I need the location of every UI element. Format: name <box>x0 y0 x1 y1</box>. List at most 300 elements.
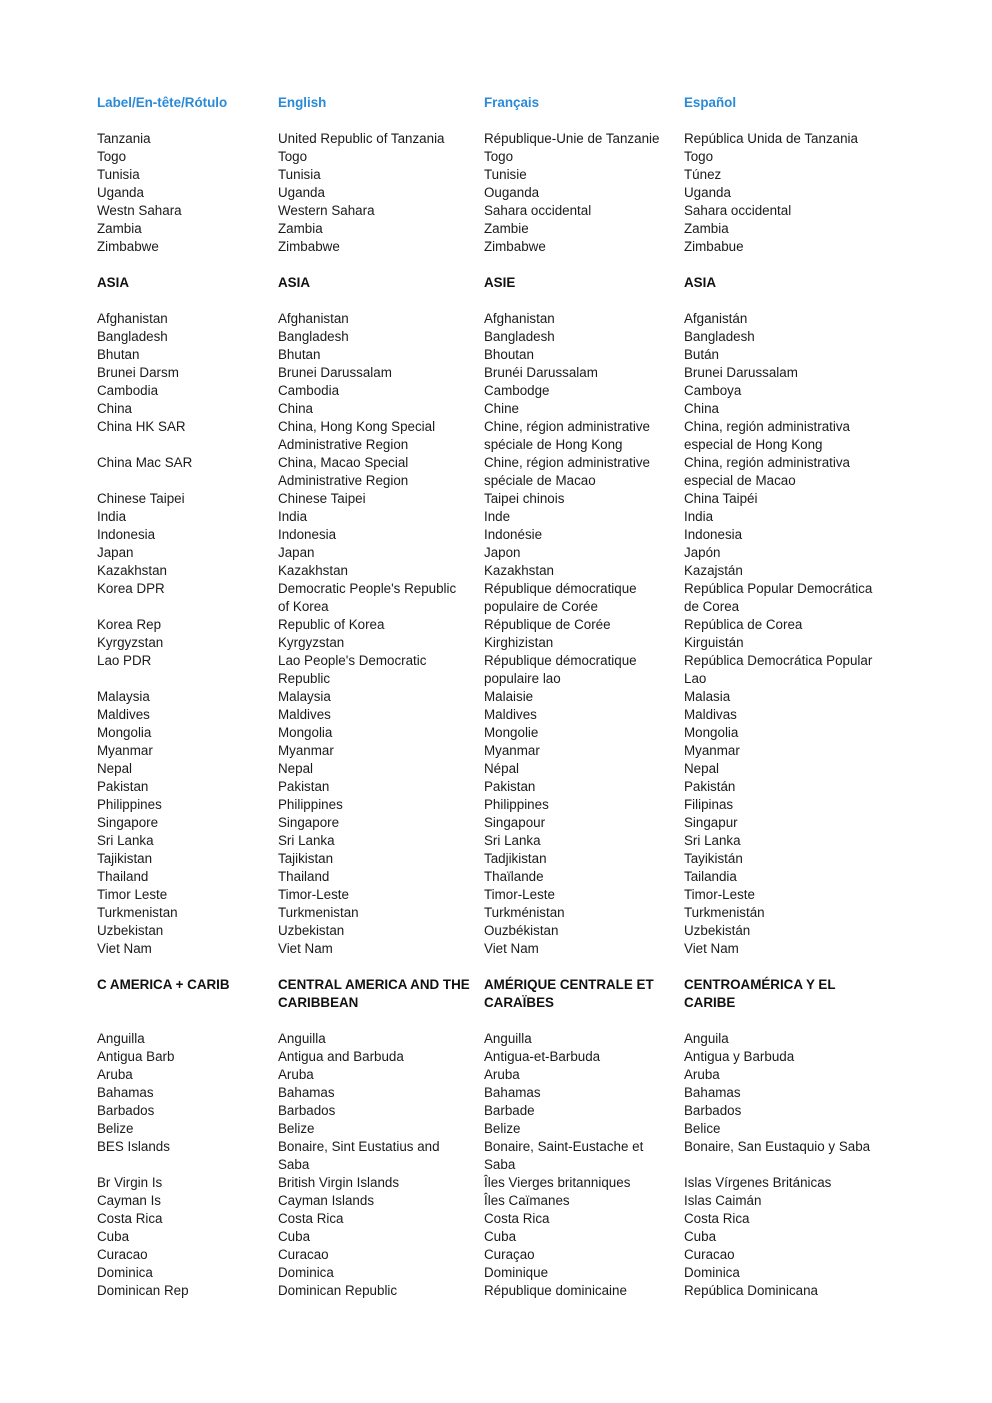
section-heading-english: CARIBBEAN <box>278 995 359 1010</box>
cell-french: populaire de Corée <box>484 599 598 614</box>
table-row <box>97 310 917 328</box>
cell-spanish: República Dominicana <box>684 1283 818 1298</box>
table-row <box>97 166 917 184</box>
cell-spanish: Costa Rica <box>684 1211 750 1226</box>
cell-spanish: Maldivas <box>684 707 737 722</box>
cell-english: Tajikistan <box>278 851 334 866</box>
section-heading-row <box>97 976 917 994</box>
cell-label: Singapore <box>97 815 159 830</box>
cell-french: spéciale de Macao <box>484 473 596 488</box>
table-row <box>97 562 917 580</box>
cell-french: Saba <box>484 1157 516 1172</box>
table-row <box>97 652 917 670</box>
section-heading-french: ASIE <box>484 275 516 290</box>
cell-spanish: Uganda <box>684 185 731 200</box>
cell-label: Barbados <box>97 1103 155 1118</box>
table-row <box>97 1102 917 1120</box>
cell-english: Lao People's Democratic <box>278 653 427 668</box>
table-row <box>97 1210 917 1228</box>
cell-english: Nepal <box>278 761 313 776</box>
cell-english: Tunisia <box>278 167 321 182</box>
cell-french: Turkménistan <box>484 905 565 920</box>
cell-french: Bahamas <box>484 1085 541 1100</box>
cell-label: Westn Sahara <box>97 203 182 218</box>
table-body <box>97 130 917 1300</box>
cell-spanish: Kirguistán <box>684 635 744 650</box>
cell-label: Mongolia <box>97 725 152 740</box>
table-row <box>97 436 917 454</box>
cell-spanish: Barbados <box>684 1103 742 1118</box>
cell-label: Viet Nam <box>97 941 152 956</box>
column-header-english: English <box>278 95 327 110</box>
table-row <box>97 688 917 706</box>
cell-english: Afghanistan <box>278 311 349 326</box>
table-row <box>97 1030 917 1048</box>
cell-french: République de Corée <box>484 617 611 632</box>
cell-label: Cuba <box>97 1229 130 1244</box>
cell-label: Uganda <box>97 185 144 200</box>
cell-spanish: China Taipéi <box>684 491 758 506</box>
cell-label: Uzbekistan <box>97 923 164 938</box>
cell-french: Brunéi Darussalam <box>484 365 598 380</box>
section-heading-french: CARAÏBES <box>484 995 554 1010</box>
cell-french: Aruba <box>484 1067 520 1082</box>
cell-english: Bonaire, Sint Eustatius and <box>278 1139 440 1154</box>
cell-french: Cuba <box>484 1229 517 1244</box>
cell-french: Pakistan <box>484 779 536 794</box>
cell-label: Sri Lanka <box>97 833 154 848</box>
cell-label: Br Virgin Is <box>97 1175 163 1190</box>
cell-english: Belize <box>278 1121 315 1136</box>
section-heading-label <box>97 994 278 1012</box>
cell-label: Nepal <box>97 761 132 776</box>
cell-english: Bhutan <box>278 347 321 362</box>
cell-french: Tadjikistan <box>484 851 547 866</box>
table-row <box>97 184 917 202</box>
cell-english: Republic of Korea <box>278 617 385 632</box>
cell-label: BES Islands <box>97 1139 170 1154</box>
cell-french: Îles Caïmanes <box>484 1193 570 1208</box>
cell-label: Maldives <box>97 707 150 722</box>
cell-spanish: Bután <box>684 347 719 362</box>
table-row <box>97 1246 917 1264</box>
cell-spanish: Japón <box>684 545 721 560</box>
cell-french: Népal <box>484 761 519 776</box>
cell-label: Antigua Barb <box>97 1049 175 1064</box>
column-header-label: Label/En-tête/Rótulo <box>97 95 228 110</box>
column-header-row <box>97 94 917 112</box>
cell-spanish: Camboya <box>684 383 742 398</box>
cell-label <box>97 670 278 688</box>
cell-spanish: Zimbabue <box>684 239 744 254</box>
cell-french: Thaïlande <box>484 869 544 884</box>
table-row <box>97 922 917 940</box>
cell-french: Bonaire, Saint-Eustache et <box>484 1139 644 1154</box>
cell-label: Belize <box>97 1121 134 1136</box>
cell-english: Dominican Republic <box>278 1283 398 1298</box>
table-row <box>97 1282 917 1300</box>
table-row <box>97 760 917 778</box>
table-row <box>97 670 917 688</box>
table-row <box>97 742 917 760</box>
cell-label: Cayman Is <box>97 1193 161 1208</box>
table-row <box>97 1138 917 1156</box>
cell-french: Tunisie <box>484 167 527 182</box>
cell-french: Maldives <box>484 707 537 722</box>
cell-english: Brunei Darussalam <box>278 365 392 380</box>
table-row <box>97 868 917 886</box>
cell-spanish: Afganistán <box>684 311 748 326</box>
cell-spanish: especial de Macao <box>684 473 796 488</box>
cell-label: Anguilla <box>97 1031 145 1046</box>
cell-label: China HK SAR <box>97 419 186 434</box>
spacer <box>97 958 917 976</box>
table-row <box>97 886 917 904</box>
cell-label: Costa Rica <box>97 1211 163 1226</box>
spacer <box>97 256 917 274</box>
cell-label: Myanmar <box>97 743 153 758</box>
spacer <box>97 112 917 130</box>
cell-english: of Korea <box>278 599 329 614</box>
cell-french: Singapour <box>484 815 546 830</box>
table-row <box>97 778 917 796</box>
table-row <box>97 346 917 364</box>
cell-spanish: Malasia <box>684 689 731 704</box>
table-row <box>97 238 917 256</box>
cell-english: Uzbekistan <box>278 923 345 938</box>
cell-french: Philippines <box>484 797 549 812</box>
table-row <box>97 382 917 400</box>
section-heading-row <box>97 274 917 292</box>
cell-french: Anguilla <box>484 1031 532 1046</box>
cell-english: Myanmar <box>278 743 334 758</box>
table-row <box>97 814 917 832</box>
cell-french: Chine, région administrative <box>484 419 650 434</box>
table-row <box>97 724 917 742</box>
cell-french: Afghanistan <box>484 311 555 326</box>
cell-label: Chinese Taipei <box>97 491 185 506</box>
cell-english: Anguilla <box>278 1031 326 1046</box>
cell-english: Cuba <box>278 1229 311 1244</box>
table-row <box>97 1120 917 1138</box>
cell-label: Tanzania <box>97 131 151 146</box>
cell-label: Zimbabwe <box>97 239 159 254</box>
cell-label: China Mac SAR <box>97 455 193 470</box>
section-heading-english: ASIA <box>278 275 310 290</box>
table-row <box>97 1192 917 1210</box>
table-row <box>97 544 917 562</box>
cell-spanish: República Popular Democrática <box>684 581 873 596</box>
cell-english: Cambodia <box>278 383 340 398</box>
cell-spanish: Islas Vírgenes Británicas <box>684 1175 832 1190</box>
cell-english: China, Macao Special <box>278 455 409 470</box>
cell-french: Chine, région administrative <box>484 455 650 470</box>
cell-french: République-Unie de Tanzanie <box>484 131 660 146</box>
cell-spanish: República Democrática Popular <box>684 653 873 668</box>
cell-english: Singapore <box>278 815 340 830</box>
cell-french: Îles Vierges britanniques <box>484 1175 631 1190</box>
cell-label: Pakistan <box>97 779 149 794</box>
table-row <box>97 1174 917 1192</box>
table-row <box>97 130 917 148</box>
cell-label: Korea DPR <box>97 581 165 596</box>
section-heading-label: ASIA <box>97 275 129 290</box>
cell-english: Thailand <box>278 869 330 884</box>
cell-spanish: China <box>684 401 719 416</box>
cell-english: Kyrgyzstan <box>278 635 345 650</box>
cell-spanish: Viet Nam <box>684 941 739 956</box>
cell-spanish: Bangladesh <box>684 329 755 344</box>
cell-english: China, Hong Kong Special <box>278 419 436 434</box>
cell-spanish: Túnez <box>684 167 722 182</box>
table-row <box>97 1156 917 1174</box>
cell-spanish: Mongolia <box>684 725 739 740</box>
cell-english: Zambia <box>278 221 323 236</box>
cell-english: China <box>278 401 313 416</box>
cell-label: Bhutan <box>97 347 140 362</box>
cell-english: Indonesia <box>278 527 337 542</box>
cell-label: Brunei Darsm <box>97 365 179 380</box>
cell-label: Thailand <box>97 869 149 884</box>
spacer <box>97 1012 917 1030</box>
cell-english: Curacao <box>278 1247 329 1262</box>
cell-spanish: Singapur <box>684 815 738 830</box>
cell-spanish: Lao <box>684 671 707 686</box>
cell-spanish: China, región administrativa <box>684 419 850 434</box>
table-row <box>97 616 917 634</box>
cell-french: Kirghizistan <box>484 635 554 650</box>
cell-english: Japan <box>278 545 315 560</box>
cell-french: Togo <box>484 149 514 164</box>
cell-french: Antigua-et-Barbuda <box>484 1049 601 1064</box>
cell-english: Malaysia <box>278 689 331 704</box>
cell-label: Tajikistan <box>97 851 153 866</box>
cell-spanish: Tayikistán <box>684 851 743 866</box>
cell-spanish: Turkmenistán <box>684 905 765 920</box>
cell-english: Pakistan <box>278 779 330 794</box>
cell-spanish: Belice <box>684 1121 721 1136</box>
cell-spanish: Dominica <box>684 1265 740 1280</box>
cell-label: Tunisia <box>97 167 140 182</box>
cell-english: Chinese Taipei <box>278 491 366 506</box>
cell-spanish: Nepal <box>684 761 719 776</box>
cell-label: Bahamas <box>97 1085 154 1100</box>
section-heading-spanish: CENTROAMÉRICA Y EL <box>684 977 836 992</box>
cell-english: Uganda <box>278 185 325 200</box>
cell-french: Myanmar <box>484 743 540 758</box>
cell-english: Administrative Region <box>278 473 409 488</box>
table-row <box>97 1066 917 1084</box>
cell-label: Aruba <box>97 1067 133 1082</box>
table-row <box>97 148 917 166</box>
table-row <box>97 202 917 220</box>
table-row <box>97 1228 917 1246</box>
cell-label: Malaysia <box>97 689 150 704</box>
cell-label: Dominican Rep <box>97 1283 189 1298</box>
table-row <box>97 220 917 238</box>
cell-english: Philippines <box>278 797 343 812</box>
cell-french: Viet Nam <box>484 941 539 956</box>
cell-english: Maldives <box>278 707 331 722</box>
cell-label: Dominica <box>97 1265 153 1280</box>
cell-english: Cayman Islands <box>278 1193 375 1208</box>
cell-english: Aruba <box>278 1067 314 1082</box>
cell-label <box>97 598 278 616</box>
spacer <box>97 292 917 310</box>
cell-french: Belize <box>484 1121 521 1136</box>
cell-english: Costa Rica <box>278 1211 344 1226</box>
cell-label: Kyrgyzstan <box>97 635 164 650</box>
cell-label <box>97 472 278 490</box>
cell-label: Timor Leste <box>97 887 168 902</box>
cell-spanish: Antigua y Barbuda <box>684 1049 795 1064</box>
cell-french: Dominique <box>484 1265 549 1280</box>
cell-spanish: Togo <box>684 149 714 164</box>
cell-french: Indonésie <box>484 527 543 542</box>
cell-french: Zimbabwe <box>484 239 546 254</box>
section-heading-spanish: ASIA <box>684 275 716 290</box>
cell-english: Turkmenistan <box>278 905 359 920</box>
table-row <box>97 1048 917 1066</box>
cell-english: Republic <box>278 671 331 686</box>
cell-spanish: especial de Hong Kong <box>684 437 823 452</box>
cell-spanish: Tailandia <box>684 869 737 884</box>
cell-english: Dominica <box>278 1265 334 1280</box>
table-row <box>97 598 917 616</box>
cell-french: Timor-Leste <box>484 887 555 902</box>
table-row <box>97 832 917 850</box>
table-row <box>97 706 917 724</box>
cell-label: Cambodia <box>97 383 159 398</box>
cell-spanish: Sahara occidental <box>684 203 792 218</box>
cell-label <box>97 436 278 454</box>
cell-french: Malaisie <box>484 689 534 704</box>
cell-spanish: Anguila <box>684 1031 729 1046</box>
cell-french: Bangladesh <box>484 329 555 344</box>
cell-french: Japon <box>484 545 521 560</box>
section-heading-french: AMÉRIQUE CENTRALE ET <box>484 977 654 992</box>
cell-french: République démocratique <box>484 653 637 668</box>
cell-french: Barbade <box>484 1103 535 1118</box>
cell-english: Antigua and Barbuda <box>278 1049 404 1064</box>
table-row <box>97 508 917 526</box>
cell-english: Sri Lanka <box>278 833 335 848</box>
cell-french: Cambodge <box>484 383 550 398</box>
cell-english: Western Sahara <box>278 203 375 218</box>
cell-spanish: Bonaire, San Eustaquio y Saba <box>684 1139 871 1154</box>
cell-french: Sri Lanka <box>484 833 541 848</box>
table-row <box>97 328 917 346</box>
cell-french: Chine <box>484 401 519 416</box>
cell-label: Korea Rep <box>97 617 162 632</box>
table-row <box>97 400 917 418</box>
table-row <box>97 526 917 544</box>
table-row <box>97 1264 917 1282</box>
cell-spanish: de Corea <box>684 599 740 614</box>
cell-label: Turkmenistan <box>97 905 178 920</box>
section-heading-row <box>97 994 917 1012</box>
section-heading-label: C AMERICA + CARIB <box>97 977 230 992</box>
cell-spanish <box>684 1156 917 1174</box>
cell-english: Mongolia <box>278 725 333 740</box>
cell-english: Timor-Leste <box>278 887 349 902</box>
table-row <box>97 580 917 598</box>
cell-english: Democratic People's Republic <box>278 581 457 596</box>
cell-spanish: India <box>684 509 714 524</box>
section-heading-english: CENTRAL AMERICA AND THE <box>278 977 470 992</box>
cell-spanish: Kazajstán <box>684 563 743 578</box>
cell-spanish: Indonesia <box>684 527 743 542</box>
table-row <box>97 904 917 922</box>
cell-french: République dominicaine <box>484 1283 627 1298</box>
cell-label <box>97 1156 278 1174</box>
table-row <box>97 418 917 436</box>
cell-spanish: República Unida de Tanzania <box>684 131 858 146</box>
cell-label: India <box>97 509 127 524</box>
table-row <box>97 364 917 382</box>
cell-spanish: Aruba <box>684 1067 720 1082</box>
cell-french: Bhoutan <box>484 347 534 362</box>
cell-english: British Virgin Islands <box>278 1175 400 1190</box>
cell-spanish: Islas Caimán <box>684 1193 762 1208</box>
cell-label: Afghanistan <box>97 311 168 326</box>
cell-spanish: Curacao <box>684 1247 735 1262</box>
cell-label: Togo <box>97 149 127 164</box>
cell-label: China <box>97 401 132 416</box>
cell-french: Mongolie <box>484 725 539 740</box>
cell-french: Zambie <box>484 221 529 236</box>
cell-label: Lao PDR <box>97 653 152 668</box>
cell-spanish: Myanmar <box>684 743 740 758</box>
cell-english: Kazakhstan <box>278 563 348 578</box>
cell-french: Costa Rica <box>484 1211 550 1226</box>
cell-english: Saba <box>278 1157 310 1172</box>
table-row <box>97 940 917 958</box>
cell-english: Zimbabwe <box>278 239 340 254</box>
cell-french: Kazakhstan <box>484 563 554 578</box>
cell-english: United Republic of Tanzania <box>278 131 445 146</box>
cell-spanish: Timor-Leste <box>684 887 755 902</box>
column-header-french: Français <box>484 95 540 110</box>
cell-english: India <box>278 509 308 524</box>
column-header-spanish: Español <box>684 95 737 110</box>
table-row <box>97 634 917 652</box>
cell-english: Administrative Region <box>278 437 409 452</box>
cell-french: spéciale de Hong Kong <box>484 437 623 452</box>
cell-french: Ouganda <box>484 185 540 200</box>
country-name-table <box>97 94 917 1300</box>
cell-french: Inde <box>484 509 511 524</box>
cell-label: Kazakhstan <box>97 563 167 578</box>
cell-spanish: Zambia <box>684 221 729 236</box>
table-row <box>97 796 917 814</box>
cell-label: Japan <box>97 545 134 560</box>
cell-spanish: Pakistán <box>684 779 736 794</box>
cell-french: Sahara occidental <box>484 203 592 218</box>
cell-english: Bahamas <box>278 1085 335 1100</box>
cell-spanish: China, región administrativa <box>684 455 850 470</box>
cell-spanish: Bahamas <box>684 1085 741 1100</box>
section-heading-spanish: CARIBE <box>684 995 736 1010</box>
table-row <box>97 454 917 472</box>
cell-english: Viet Nam <box>278 941 333 956</box>
table-row <box>97 1084 917 1102</box>
cell-english: Barbados <box>278 1103 336 1118</box>
cell-french: populaire lao <box>484 671 561 686</box>
cell-spanish: Sri Lanka <box>684 833 741 848</box>
cell-french: Curaçao <box>484 1247 535 1262</box>
cell-french: République démocratique <box>484 581 637 596</box>
